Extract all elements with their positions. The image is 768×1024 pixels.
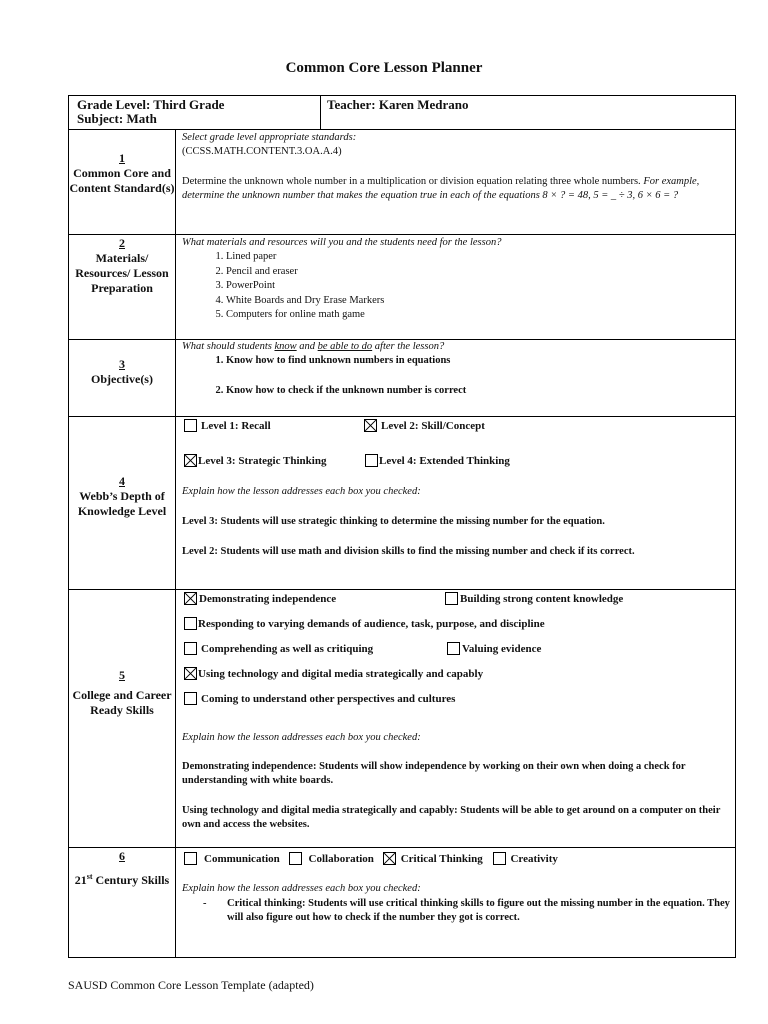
checkbox-skill-knowledge[interactable] [445, 592, 623, 605]
standards-desc-example: For example, determine the unknown number that makes the equation true in each of the equations 8 × ? = 48, 5 = _ ÷ 3, 6 × 6 = ? [182, 176, 700, 201]
checkbox-collaboration[interactable] [289, 853, 374, 865]
title-part: 21 [74, 873, 87, 887]
checkbox-checked-icon[interactable] [383, 852, 396, 865]
checkbox-label: Level 3: Strategic Thinking [198, 455, 327, 467]
standards-code: (CCSS.MATH.CONTENT.3.OA.A.4) [182, 146, 342, 157]
checkbox-label: Responding to varying demands of audience, task, purpose, and discipline [198, 618, 545, 630]
prompt-text: and [296, 341, 318, 352]
checkbox-label: Communication [204, 853, 280, 865]
row-divider [69, 416, 735, 417]
section-2-title: Materials/ Resources/ Lesson Preparation [75, 251, 169, 295]
page-title: Common Core Lesson Planner [285, 60, 483, 76]
checkbox-skill-responding[interactable] [184, 617, 545, 630]
checkbox-skill-comprehending[interactable] [184, 642, 373, 655]
checkbox-empty-icon[interactable] [184, 617, 197, 630]
checkbox-level-1[interactable] [184, 419, 271, 432]
materials-prompt: What materials and resources will you and the students need for the lesson? [182, 237, 502, 248]
section-3-title: Objective(s) [91, 372, 153, 386]
standards-desc-plain: Determine the unknown whole number in a multiplication or division equation relating three whole numbers. [182, 176, 644, 187]
footer-note: SAUSD Common Core Lesson Template (adapted) [68, 978, 314, 992]
list-item: 2. Know how to check if the unknown number is correct [226, 384, 730, 398]
checkbox-label: Building strong content knowledge [460, 593, 624, 605]
webb-answer-1: Level 3: Students will use strategic thinking to determine the missing number for the equation. [182, 516, 605, 527]
checkbox-empty-icon[interactable] [365, 454, 378, 467]
college-answer-2: Using technology and digital media strategically and capably: Students will be able to get around on a computer on their own and access the websites. [182, 805, 721, 830]
checkbox-label: Coming to understand other perspectives and cultures [201, 693, 456, 705]
checkbox-checked-icon[interactable] [364, 419, 377, 432]
prompt-text: after the lesson? [372, 341, 445, 352]
checkbox-label: Comprehending as well as critiquing [201, 643, 374, 655]
grade-level: Grade Level: Third Grade [77, 97, 225, 112]
section-3-label [69, 357, 175, 387]
century-checkboxes [184, 852, 558, 865]
section-2-number: 2 [119, 236, 125, 250]
webb-answer-2: Level 2: Students will use math and division skills to find the missing number and check if its correct. [182, 546, 635, 557]
list-item: 1. Lined paper [226, 250, 730, 265]
checkbox-empty-icon[interactable] [493, 852, 506, 865]
list-item: 3. PowerPoint [226, 279, 730, 294]
section-3-number: 3 [119, 357, 125, 371]
checkbox-skill-independence[interactable] [184, 592, 336, 605]
checkbox-empty-icon[interactable] [184, 852, 197, 865]
list-item: 2. Pencil and eraser [226, 265, 730, 280]
section-1-title: Common Core and Content Standard(s) [69, 166, 175, 195]
prompt-know: know [274, 341, 297, 352]
section-3-content [182, 340, 730, 398]
section-5-number: 5 [119, 668, 125, 682]
checkbox-level-4[interactable] [365, 454, 510, 467]
materials-list [182, 250, 730, 323]
header-left [77, 98, 224, 126]
college-explain-prompt: Explain how the lesson addresses each box you checked: [182, 732, 421, 743]
title-part: Century Skills [92, 873, 170, 887]
standards-description [182, 175, 730, 203]
bullet-dash: - [203, 898, 207, 909]
checkbox-checked-icon[interactable] [184, 592, 197, 605]
section-4-number: 4 [119, 474, 125, 488]
section-4-title: Webb’s Depth of Knowledge Level [77, 489, 167, 518]
section-6-title [69, 869, 175, 888]
row-divider [69, 589, 735, 590]
row-divider [69, 129, 735, 130]
checkbox-critical-thinking[interactable] [383, 853, 483, 865]
checkbox-empty-icon[interactable] [184, 692, 197, 705]
checkbox-skill-technology[interactable] [184, 667, 483, 680]
list-item: 1. Know how to find unknown numbers in equations [226, 354, 730, 368]
checkbox-creativity[interactable] [493, 853, 557, 865]
header-divider [320, 96, 321, 129]
checkbox-label: Demonstrating independence [199, 593, 337, 605]
checkbox-label: Critical Thinking [400, 853, 483, 865]
section-1-number: 1 [119, 151, 125, 165]
checkbox-empty-icon[interactable] [184, 419, 197, 432]
checkbox-level-3[interactable] [184, 454, 326, 467]
section-2-label [69, 236, 175, 296]
section-6-number: 6 [119, 849, 125, 863]
section-5-title: College and Career Ready Skills [72, 688, 172, 717]
subject: Subject: Math [77, 111, 157, 126]
checkbox-empty-icon[interactable] [445, 592, 458, 605]
checkbox-empty-icon[interactable] [184, 642, 197, 655]
checkbox-label: Level 1: Recall [201, 420, 271, 432]
section-2-content [182, 236, 730, 323]
checkbox-communication[interactable] [184, 853, 280, 865]
row-divider [69, 847, 735, 848]
checkbox-skill-evidence[interactable] [447, 642, 541, 655]
century-explain-prompt: Explain how the lesson addresses each box you checked: [182, 883, 421, 894]
lesson-planner-table [68, 95, 736, 958]
section-4-label [69, 474, 175, 519]
teacher: Teacher: Karen Medrano [327, 97, 469, 112]
prompt-able: be able to do [317, 341, 373, 352]
checkbox-level-2[interactable] [364, 419, 485, 432]
row-divider [69, 234, 735, 235]
objectives-list [182, 354, 730, 398]
checkbox-empty-icon[interactable] [289, 852, 302, 865]
objectives-prompt [182, 340, 730, 354]
webb-explain-prompt: Explain how the lesson addresses each box you checked: [182, 486, 421, 497]
checkbox-label: Collaboration [308, 853, 374, 865]
checkbox-label: Level 4: Extended Thinking [379, 455, 510, 467]
college-answer-1: Demonstrating independence: Students will show independence by working on their own when doing a check for understanding with white boards. [182, 761, 686, 786]
list-item: 4. White Boards and Dry Erase Markers [226, 294, 730, 309]
checkbox-label: Using technology and digital media strategically and capably [198, 668, 484, 680]
checkbox-label: Level 2: Skill/Concept [381, 420, 485, 432]
checkbox-label: Creativity [510, 853, 558, 865]
checkbox-checked-icon[interactable] [184, 667, 197, 680]
column-divider [175, 129, 176, 957]
section-6-label [69, 849, 175, 888]
section-1-label [69, 151, 175, 196]
section-1-content [182, 131, 730, 203]
checkbox-skill-perspectives[interactable] [184, 692, 455, 705]
standards-prompt: Select grade level appropriate standards: [182, 132, 357, 143]
list-item: 5. Computers for online math game [226, 308, 730, 323]
checkbox-empty-icon[interactable] [447, 642, 460, 655]
century-answer: Critical thinking: Students will use critical thinking skills to figure out the missing number in the equation. They will also figure out how to check if the number they got is correct. [227, 898, 730, 923]
title-sup: st [86, 872, 93, 881]
checkbox-checked-icon[interactable] [184, 454, 197, 467]
checkbox-label: Valuing evidence [462, 643, 542, 655]
prompt-text: What should students [182, 341, 275, 352]
section-5-label [69, 668, 175, 718]
